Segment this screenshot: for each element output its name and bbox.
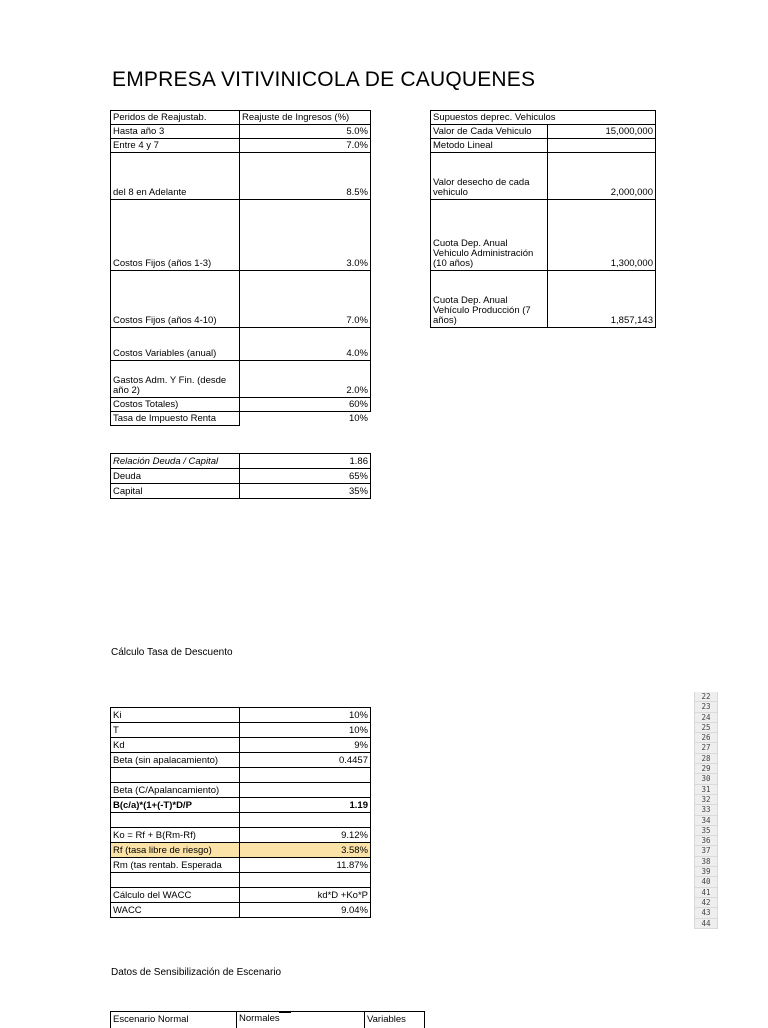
table-header-row <box>111 111 371 125</box>
cell-label[interactable]: Kd <box>111 738 240 753</box>
row-number[interactable]: 27 <box>695 743 717 753</box>
cell-value[interactable]: 2.0% <box>240 361 371 398</box>
cell-label[interactable]: Rf (tasa libre de riesgo) <box>111 843 240 858</box>
table-row <box>111 753 371 768</box>
row-number[interactable]: 39 <box>695 867 717 877</box>
cell-label[interactable]: del 8 en Adelante <box>111 153 240 200</box>
table-row <box>111 484 371 499</box>
cell-label[interactable]: WACC <box>111 903 240 918</box>
cell-value[interactable]: 10% <box>240 723 371 738</box>
cell-label[interactable]: Costos Totales) <box>111 398 240 412</box>
vehiculos-table <box>430 110 656 328</box>
cell-value[interactable]: 1.19 <box>240 798 371 813</box>
cell-label[interactable]: Entre 4 y 7 <box>111 139 240 153</box>
table-row <box>431 139 656 153</box>
row-number[interactable]: 34 <box>695 816 717 826</box>
cell-label[interactable]: Costos Fijos (años 1-3) <box>111 200 240 271</box>
table-row <box>431 200 656 271</box>
table-header-row <box>111 1012 425 1028</box>
row-number[interactable]: 23 <box>695 702 717 712</box>
reajuste-table <box>110 110 371 426</box>
header-periodos[interactable]: Peridos de Reajustab. <box>111 111 240 125</box>
table-row <box>111 708 371 723</box>
row-number[interactable]: 43 <box>695 908 717 918</box>
row-number[interactable]: 32 <box>695 795 717 805</box>
cell-label[interactable]: Rm (tas rentab. Esperada <box>111 858 240 873</box>
cell-value[interactable]: 15,000,000 <box>548 125 656 139</box>
cell-value[interactable]: 65% <box>240 469 371 484</box>
row-number[interactable]: 25 <box>695 723 717 733</box>
cell-label[interactable]: Beta (sin apalacamiento) <box>111 753 240 768</box>
table-row <box>111 873 371 888</box>
cell-value[interactable]: 9.04% <box>240 903 371 918</box>
cell-label[interactable]: T <box>111 723 240 738</box>
cell-label[interactable]: Relación Deuda / Capital <box>111 454 240 469</box>
cell-value[interactable]: 2,000,000 <box>548 153 656 200</box>
row-number[interactable]: 41 <box>695 888 717 898</box>
table-row <box>111 153 371 200</box>
table-row <box>111 858 371 873</box>
table-row <box>111 398 371 412</box>
row-number[interactable]: 42 <box>695 898 717 908</box>
table-row <box>111 738 371 753</box>
cell-value[interactable]: 4.0% <box>240 328 371 361</box>
cell-value[interactable]: 3.58% <box>240 843 371 858</box>
table-row <box>111 798 371 813</box>
cell-value[interactable]: 9% <box>240 738 371 753</box>
cell-value[interactable]: 7.0% <box>240 139 371 153</box>
cell-label[interactable]: Cuota Dep. Anual Vehículo Producción (7 años) <box>431 271 548 328</box>
cell-label[interactable]: Gastos Adm. Y Fin. (desde año 2) <box>111 361 240 398</box>
header-escenario[interactable]: Escenario Normal <box>111 1012 237 1028</box>
header-variables[interactable]: Variables <box>365 1012 425 1028</box>
cell-label[interactable]: Beta (C/Apalancamiento) <box>111 783 240 798</box>
table-row <box>111 454 371 469</box>
row-number[interactable]: 31 <box>695 785 717 795</box>
table-row <box>431 125 656 139</box>
row-number[interactable]: 38 <box>695 857 717 867</box>
row-number[interactable]: 26 <box>695 733 717 743</box>
cell-label[interactable]: Deuda <box>111 469 240 484</box>
cell-value[interactable]: 10% <box>240 412 371 426</box>
cell-value[interactable]: 1.86 <box>240 454 371 469</box>
table-row <box>111 412 371 426</box>
cell-label[interactable] <box>111 813 240 828</box>
cell-label[interactable]: Ko = Rf + B(Rm-Rf) <box>111 828 240 843</box>
cell-label[interactable]: Valor desecho de cada vehiculo <box>431 153 548 200</box>
table-row <box>111 361 371 398</box>
cell-label[interactable]: Costos Variables (anual) <box>111 328 240 361</box>
table-row <box>111 139 371 153</box>
cell-value[interactable]: 60% <box>240 398 371 412</box>
cell-value[interactable]: 1,857,143 <box>548 271 656 328</box>
table-row <box>111 888 371 903</box>
cell-value[interactable]: kd*D +Ko*P <box>240 888 371 903</box>
table-row <box>111 903 371 918</box>
overflow-mark <box>279 1011 291 1013</box>
sensibilizacion-label: Datos de Sensibilización de Escenario <box>111 967 281 978</box>
table-row-highlighted <box>111 843 371 858</box>
row-number[interactable]: 30 <box>695 774 717 784</box>
cell-label[interactable]: Cálculo del WACC <box>111 888 240 903</box>
cell-label[interactable] <box>111 768 240 783</box>
cell-value[interactable]: 3.0% <box>240 200 371 271</box>
row-number[interactable]: 35 <box>695 826 717 836</box>
cell-value[interactable]: 5.0% <box>240 125 371 139</box>
cell-value[interactable]: 10% <box>240 708 371 723</box>
table-row <box>111 271 371 328</box>
row-number[interactable]: 33 <box>695 805 717 815</box>
tasa-descuento-table <box>110 707 371 918</box>
row-number[interactable]: 44 <box>695 919 717 929</box>
row-number[interactable]: 37 <box>695 846 717 856</box>
table-row <box>111 768 371 783</box>
row-number[interactable]: 36 <box>695 836 717 846</box>
header-normales-label: Normales <box>239 1013 280 1024</box>
header-normales[interactable] <box>237 1012 365 1028</box>
cell-value[interactable] <box>548 139 656 153</box>
cell-label[interactable]: Capital <box>111 484 240 499</box>
table-header-row <box>431 111 656 125</box>
cell-value[interactable]: 11.87% <box>240 858 371 873</box>
table-row <box>111 469 371 484</box>
cell-value[interactable] <box>240 813 371 828</box>
cell-value[interactable] <box>240 768 371 783</box>
table-row <box>111 783 371 798</box>
cell-value[interactable]: 7.0% <box>240 271 371 328</box>
cell-value[interactable]: 0.4457 <box>240 753 371 768</box>
deuda-capital-table <box>110 453 371 499</box>
cell-label[interactable]: Metodo Lineal <box>431 139 548 153</box>
row-number[interactable]: 22 <box>695 692 717 702</box>
table-row <box>111 328 371 361</box>
cell-value[interactable] <box>240 873 371 888</box>
cell-value[interactable]: 8.5% <box>240 153 371 200</box>
cell-label[interactable]: Ki <box>111 708 240 723</box>
table-row <box>431 271 656 328</box>
row-number[interactable]: 28 <box>695 754 717 764</box>
row-number[interactable]: 29 <box>695 764 717 774</box>
table-row <box>111 813 371 828</box>
cell-value[interactable]: 35% <box>240 484 371 499</box>
cell-label[interactable]: Tasa de Impuesto Renta <box>111 412 240 426</box>
cell-label[interactable] <box>111 873 240 888</box>
table-row <box>111 828 371 843</box>
cell-label[interactable]: Hasta año 3 <box>111 125 240 139</box>
cell-label[interactable]: B(c/a)*(1+(-T)*D/P <box>111 798 240 813</box>
header-reajuste[interactable]: Reajuste de Ingresos (%) <box>240 111 371 125</box>
cell-value[interactable]: 1,300,000 <box>548 200 656 271</box>
table-row <box>111 125 371 139</box>
header-vehiculos[interactable]: Supuestos deprec. Vehiculos <box>431 111 656 125</box>
table-row <box>111 200 371 271</box>
row-number[interactable]: 40 <box>695 877 717 887</box>
calculo-tasa-label: Cálculo Tasa de Descuento <box>111 647 233 658</box>
cell-label[interactable]: Valor de Cada Vehiculo <box>431 125 548 139</box>
page-title: EMPRESA VITIVINICOLA DE CAUQUENES <box>112 68 535 92</box>
table-row <box>111 723 371 738</box>
table-row <box>431 153 656 200</box>
cell-value[interactable]: 9.12% <box>240 828 371 843</box>
cell-label[interactable]: Costos Fijos (años 4-10) <box>111 271 240 328</box>
row-number[interactable]: 24 <box>695 713 717 723</box>
cell-label[interactable]: Cuota Dep. Anual Vehiculo Administración (10 años) <box>431 200 548 271</box>
escenario-table <box>110 1011 425 1028</box>
row-number-strip <box>694 692 718 929</box>
cell-value[interactable] <box>240 783 371 798</box>
